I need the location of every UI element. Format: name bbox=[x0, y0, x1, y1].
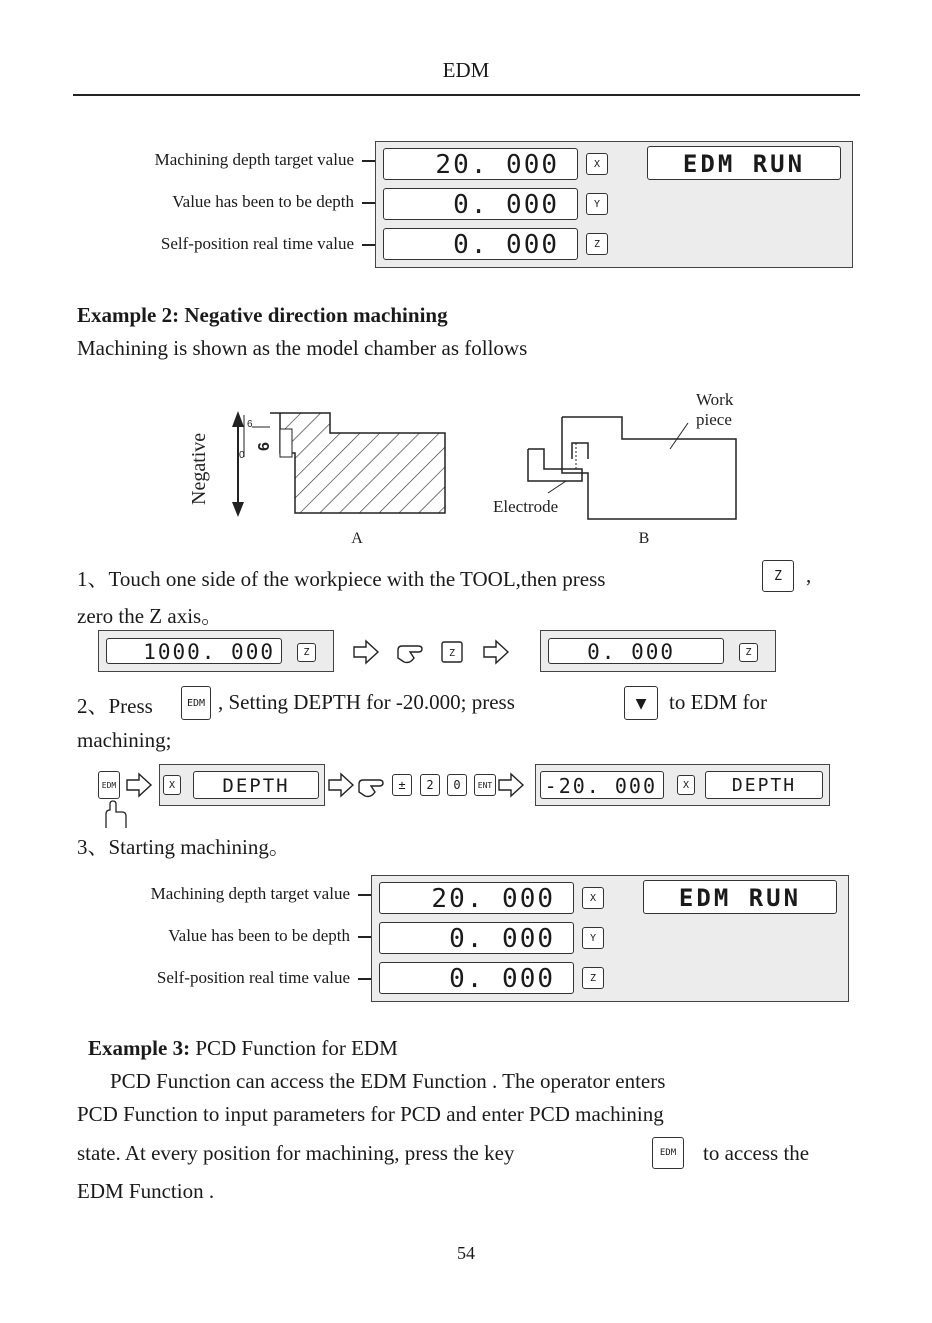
svg-text:6: 6 bbox=[256, 442, 273, 451]
depth-label-display: DEPTH bbox=[193, 771, 319, 799]
digit-2-key[interactable]: 2 bbox=[420, 774, 440, 796]
press-hand-icon bbox=[359, 780, 383, 797]
press-hand-icon bbox=[106, 801, 126, 828]
example3-heading: Example 3: PCD Function for EDM bbox=[88, 1036, 398, 1060]
page-number: 54 bbox=[457, 1243, 475, 1263]
step1-text: 1、Touch one side of the workpiece with the TOOL,then press bbox=[77, 567, 606, 591]
z-value-before: 1000. 000 bbox=[106, 638, 282, 664]
step2-text-c: to EDM for bbox=[669, 690, 767, 714]
workpiece-b-shape bbox=[562, 417, 736, 519]
depth-value-display: -20. 000 bbox=[540, 771, 664, 799]
arrow-right-icon bbox=[499, 774, 523, 796]
label-been-depth: Value has been to be depth bbox=[172, 192, 354, 211]
depth-result-label: DEPTH bbox=[705, 771, 823, 799]
page-header-title: EDM bbox=[442, 58, 490, 82]
y-value-display: 0. 000 bbox=[379, 922, 574, 954]
arrow-right-icon bbox=[484, 641, 508, 663]
z0-key[interactable]: Z bbox=[739, 643, 758, 662]
arrow-right-icon bbox=[329, 774, 353, 796]
work-label: Work bbox=[696, 390, 734, 409]
electrode-label: Electrode bbox=[493, 497, 559, 516]
arrow-down-icon bbox=[232, 502, 244, 517]
step2-text-d: machining; bbox=[77, 728, 172, 752]
label-real-time: Self-position real time value bbox=[156, 968, 350, 987]
step2-text: 2、Press bbox=[77, 694, 153, 718]
x-value-display: 20. 000 bbox=[383, 148, 578, 180]
label-target-value: Machining depth target value bbox=[154, 150, 354, 169]
svg-text:A: A bbox=[351, 530, 363, 547]
example2-intro: Machining is shown as the model chamber as follows bbox=[77, 336, 528, 360]
electrode-b-shape bbox=[528, 449, 582, 481]
down-arrow-key[interactable]: ▼ bbox=[624, 686, 658, 720]
negative-label: Negative bbox=[188, 432, 210, 505]
example3-line-1: PCD Function can access the EDM Function . The operator enters bbox=[110, 1069, 666, 1093]
step1-text-2: zero the Z axis。 bbox=[77, 604, 223, 628]
example3-line-3b: to access the bbox=[703, 1141, 810, 1165]
svg-text:6: 6 bbox=[247, 419, 253, 430]
z0-key[interactable]: Z bbox=[586, 233, 608, 255]
machining-diagram bbox=[170, 385, 770, 550]
z-value-display: 0. 000 bbox=[383, 228, 578, 260]
x0-key[interactable]: X bbox=[677, 775, 695, 795]
edm-key[interactable]: EDM bbox=[181, 686, 211, 720]
z0-key[interactable]: Z bbox=[582, 967, 604, 989]
plus-minus-key[interactable]: ± bbox=[392, 774, 412, 796]
y-value-display: 0. 000 bbox=[383, 188, 578, 220]
z-value-after: 0. 000 bbox=[548, 638, 724, 664]
y0-key[interactable]: Y bbox=[582, 927, 604, 949]
header-rule bbox=[73, 94, 860, 96]
step2-press-sequence-a bbox=[98, 770, 168, 830]
example2-heading: Example 2: Negative direction machining bbox=[77, 303, 448, 327]
example3-line-4: EDM Function . bbox=[77, 1179, 215, 1203]
piece-label: piece bbox=[696, 410, 732, 429]
edm-run-status: EDM RUN bbox=[647, 146, 841, 180]
x0-key[interactable]: X bbox=[582, 887, 604, 909]
step2-text-b: , Setting DEPTH for -20.000; press bbox=[218, 690, 515, 714]
edm-key[interactable]: EDM bbox=[652, 1137, 684, 1169]
z-value-display: 0. 000 bbox=[379, 962, 574, 994]
label-target-value: Machining depth target value bbox=[150, 884, 350, 903]
y0-key[interactable]: Y bbox=[586, 193, 608, 215]
step1-sequence bbox=[352, 638, 517, 666]
workpiece-a-shape bbox=[270, 413, 445, 513]
example3-line-3: state. At every position for machining, press the key bbox=[77, 1141, 515, 1165]
edm-run-status: EDM RUN bbox=[643, 880, 837, 914]
x0-key[interactable]: X bbox=[586, 153, 608, 175]
arrow-up-icon bbox=[232, 411, 244, 427]
z0-key[interactable]: Z bbox=[297, 643, 316, 662]
x0-key[interactable]: X bbox=[163, 775, 181, 795]
label-been-depth: Value has been to be depth bbox=[168, 926, 350, 945]
z0-key[interactable]: Z bbox=[762, 560, 794, 592]
example3-line-2: PCD Function to input parameters for PCD and enter PCD machining bbox=[77, 1102, 664, 1126]
svg-text:0: 0 bbox=[239, 450, 245, 461]
edm-key[interactable]: EDM bbox=[98, 771, 120, 799]
enter-key[interactable]: ENT bbox=[474, 774, 496, 796]
step3-text: 3、Starting machining。 bbox=[77, 835, 290, 859]
svg-text:B: B bbox=[638, 530, 650, 547]
digit-0-key[interactable]: 0 bbox=[447, 774, 467, 796]
arrow-right-icon bbox=[127, 774, 151, 796]
arrow-right-icon bbox=[354, 641, 378, 663]
press-hand-icon bbox=[398, 646, 422, 663]
electrode-a bbox=[280, 429, 292, 457]
label-real-time: Self-position real time value bbox=[160, 234, 354, 253]
svg-text:Z: Z bbox=[448, 648, 456, 659]
x-value-display: 20. 000 bbox=[379, 882, 574, 914]
